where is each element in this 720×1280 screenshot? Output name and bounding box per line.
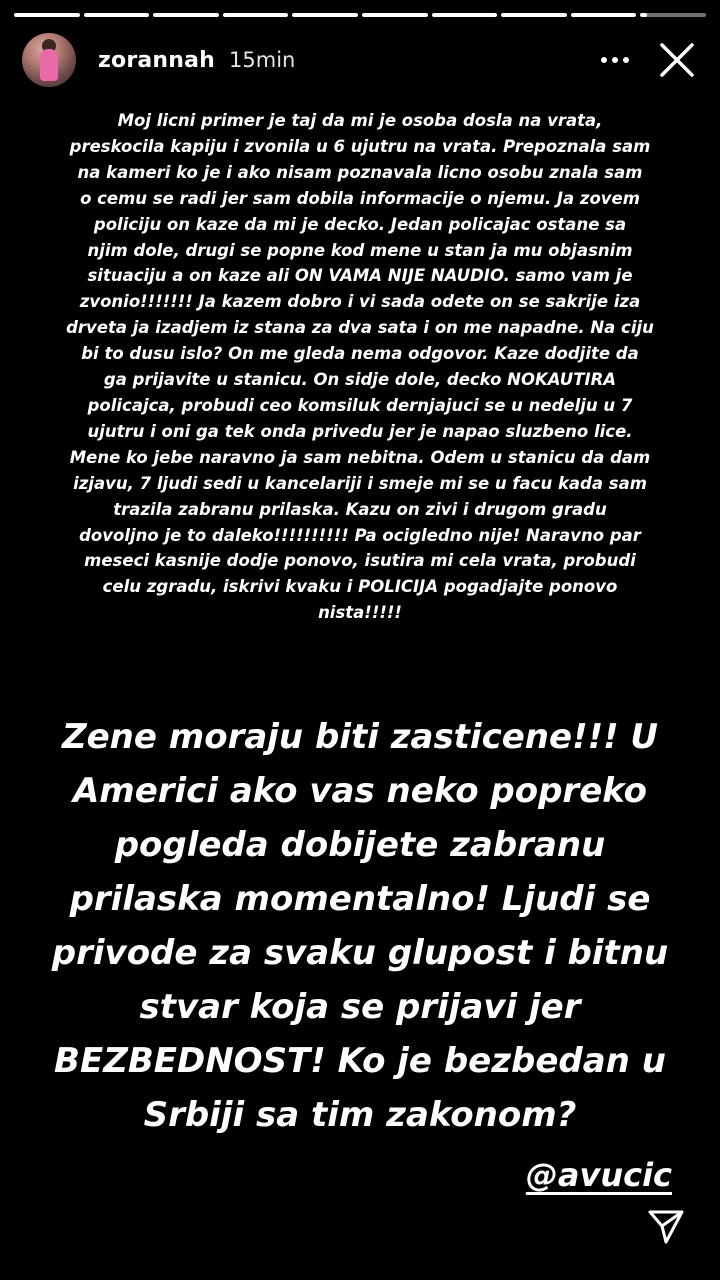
story-paragraph-large: Zene moraju biti zasticene!!! U Americi ako vas neko popreko pogleda dobijete zabranu prilaska momentalno! Ljudi se privode za svaku glupost i bitnu stvar koja se prijavi jer BEZBEDNOST! Ko je bezbedan u Srbiji sa tim zakonom? (51, 717, 669, 1135)
story-progress-fill (292, 13, 358, 17)
story-progress-segment (432, 13, 498, 17)
story-progress-segment (571, 13, 637, 17)
story-progress-fill (223, 13, 289, 17)
story-paragraph-small: Moj licni primer je taj da mi je osoba dosla na vrata, preskocila kapiju i zvonila u 6 ujutru na vrata. Prepoznala sam na kameri ko je i ako nisam poznavala licno osobu znala sam o cemu se radi jer sam dobila informacije o njemu. Ja zovem policiju on kaze da mi je decko. Jedan policajac ostane sa njim dole, drugi se popne kod mene u stan ja mu objasnim situaciju a on kaze ali ON VAMA NIJE NAUDIO. samo vam je zvonio!!!!!!! Ja kazem dobro i vi sada odete on se sakrije iza drveta ja izadjem iz stana za dva sata i on me napadne. Na ciju bi to dusu islo? On me gleda nema odgovor. Kaze dodjite da ga prijavite u stanicu. On sidje dole, decko NOKAUTIRA policajca, probudi ceo komsiluk dernjajuci se u nedelju u 7 ujutru i oni ga tek onda privedu jer je napao sluzbeno lice. Mene ko jebe naravno ja sam nebitna. Odem u stanicu da dam izjavu, 7 ljudi sedi u kancelariji i smeje mi se u facu kada sam trazila zabranu prilaska. Kazu on zivi i drugom gradu dovoljno je to daleko!!!!!!!!!! Pa ocigledno nije! Naravno par meseci kasnije dodje ponovo, isutira mi cela vrata, probudi celu zgradu, iskrivi kvaku i POLICIJA pogadjajte ponovo nista!!!!! (66, 111, 654, 623)
story-progress-segment (501, 13, 567, 17)
story-progress-segment (153, 13, 219, 17)
close-button[interactable] (652, 35, 702, 85)
mention-tag[interactable]: @avucic (525, 1156, 672, 1194)
send-message-button[interactable] (642, 1202, 690, 1250)
close-icon (659, 42, 695, 78)
username[interactable]: zorannah (98, 47, 216, 73)
story-progress-fill (640, 13, 647, 17)
story-header (22, 32, 702, 88)
story-progress-fill (362, 13, 428, 17)
story-progress-segment (14, 13, 80, 17)
story-progress-segment (362, 13, 428, 17)
story-progress-segment (292, 13, 358, 17)
story-progress-bars (14, 13, 706, 17)
story-progress-segment (640, 13, 706, 17)
post-time: 15min (229, 48, 296, 72)
story-progress-segment (223, 13, 289, 17)
more-horizontal-icon (600, 56, 630, 64)
avatar[interactable] (22, 33, 76, 87)
more-options-button[interactable] (590, 35, 640, 85)
story-progress-segment (84, 13, 150, 17)
send-icon (646, 1206, 686, 1246)
story-progress-fill (501, 13, 567, 17)
story-progress-fill (153, 13, 219, 17)
story-progress-fill (432, 13, 498, 17)
story-progress-fill (84, 13, 150, 17)
story-progress-fill (14, 13, 80, 17)
avatar-figure-shape (40, 49, 58, 81)
story-progress-fill (571, 13, 637, 17)
